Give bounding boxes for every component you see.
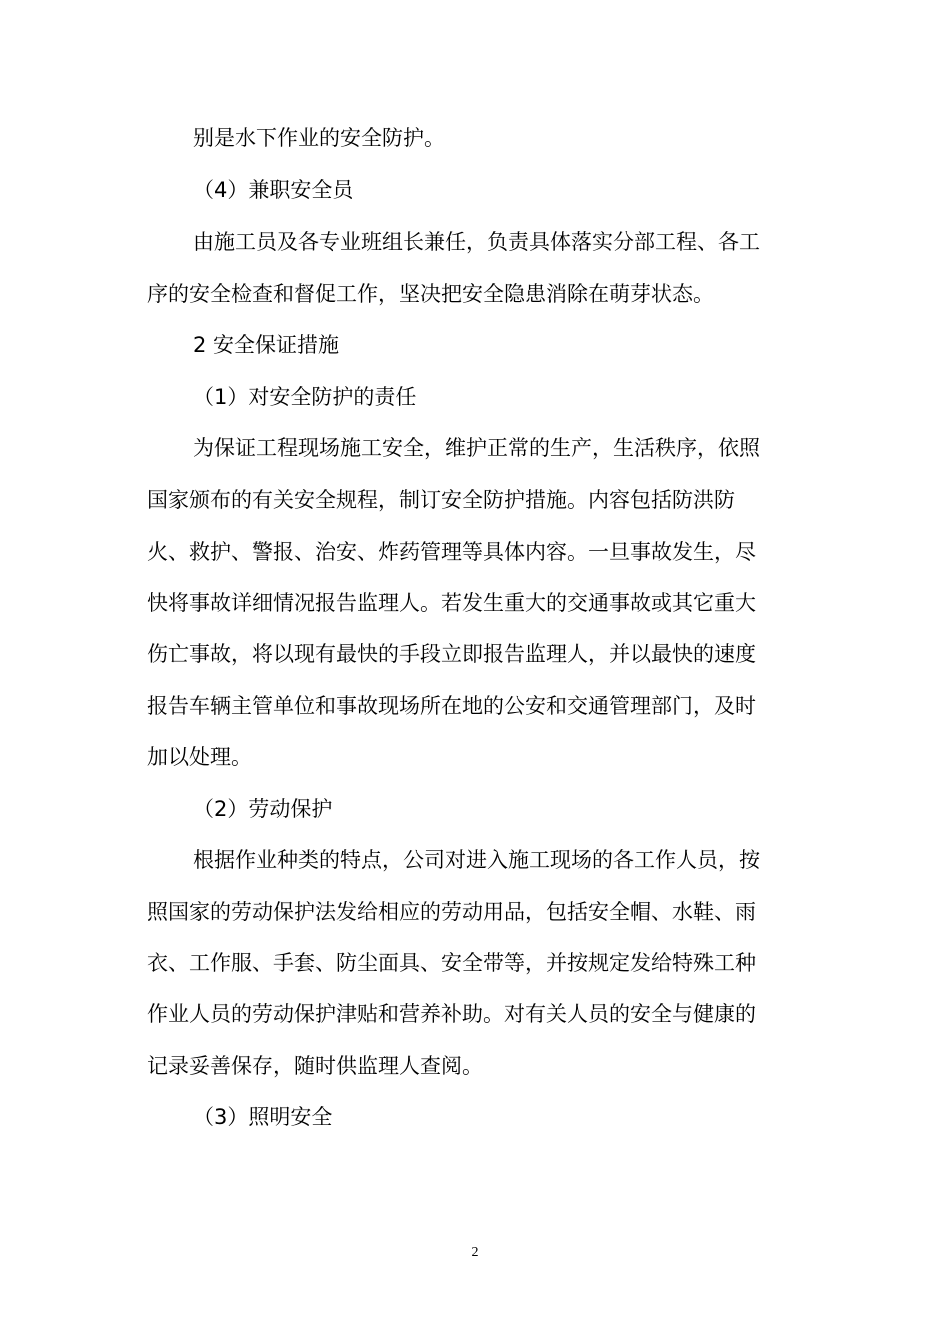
text-line: 国家颁布的有关安全规程，制订安全防护措施。内容包括防洪防 xyxy=(147,488,735,512)
text-line: 伤亡事故，将以现有最快的手段立即报告监理人，并以最快的速度 xyxy=(147,642,756,666)
text-line: 记录妥善保存，随时供监理人查阅。 xyxy=(147,1054,483,1078)
text-line: 报告车辆主管单位和事故现场所在地的公安和交通管理部门，及时 xyxy=(147,694,756,718)
text-line: 序的安全检查和督促工作，坚决把安全隐患消除在萌芽状态。 xyxy=(147,282,714,306)
section-heading: （1）对安全防护的责任 xyxy=(193,385,417,409)
section-heading: （3）照明安全 xyxy=(193,1105,333,1129)
text-line: 为保证工程现场施工安全，维护正常的生产，生活秩序，依照 xyxy=(193,436,760,460)
section-heading: （2）劳动保护 xyxy=(193,797,333,821)
text-line: 根据作业种类的特点，公司对进入施工现场的各工作人员，按 xyxy=(193,848,760,872)
text-line: 别是水下作业的安全防护。 xyxy=(193,126,445,150)
text-line: 由施工员及各专业班组长兼任，负责具体落实分部工程、各工 xyxy=(193,230,760,254)
text-line: 照国家的劳动保护法发给相应的劳动用品，包括安全帽、水鞋、雨 xyxy=(147,900,756,924)
text-line: 作业人员的劳动保护津贴和营养补助。对有关人员的安全与健康的 xyxy=(147,1002,756,1026)
page-number: 2 xyxy=(471,1245,479,1260)
text-line: 衣、工作服、手套、防尘面具、安全带等，并按规定发给特殊工种 xyxy=(147,951,756,975)
text-line: 火、救护、警报、治安、炸药管理等具体内容。一旦事故发生，尽 xyxy=(147,540,756,564)
section-heading: 2 安全保证措施 xyxy=(193,333,340,357)
section-heading: （4）兼职安全员 xyxy=(193,178,354,202)
text-line: 快将事故详细情况报告监理人。若发生重大的交通事故或其它重大 xyxy=(147,591,756,615)
text-line: 加以处理。 xyxy=(147,745,252,769)
